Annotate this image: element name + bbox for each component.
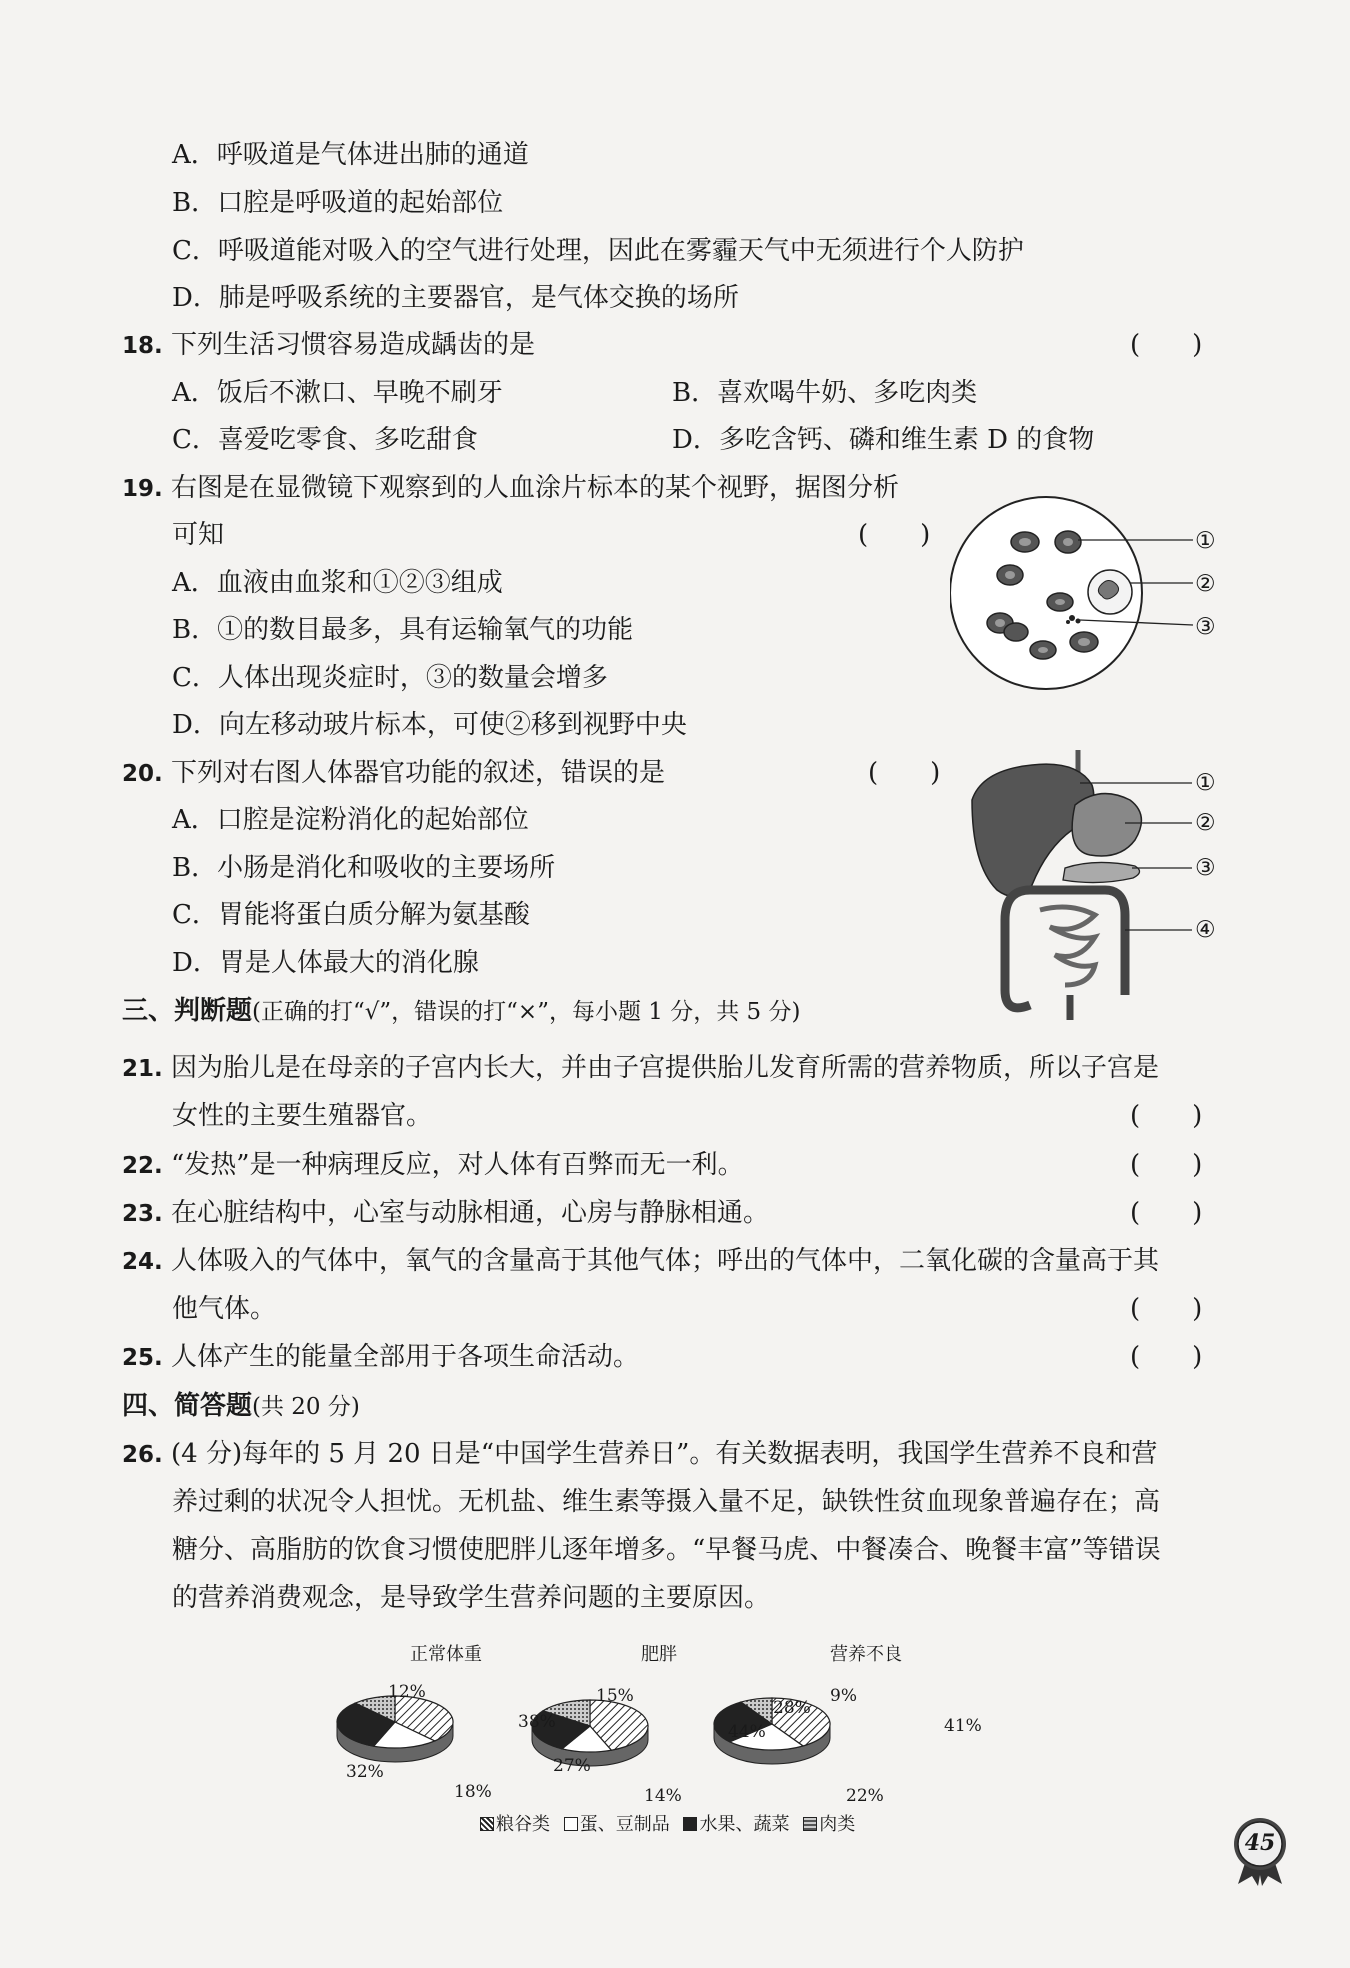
q21-line2: 女性的主要生殖器官。	[172, 1101, 433, 1131]
q18	[122, 328, 535, 363]
organ-label-1: ①	[1195, 770, 1216, 796]
q20-option-b: B．小肠是消化和吸收的主要场所	[172, 853, 556, 883]
chart-title-obese: 肥胖	[641, 1644, 677, 1665]
q23-answer-paren: ( )	[1130, 1198, 1203, 1228]
q24-line1: 人体吸入的气体中，氧气的含量高于其他气体；呼出的气体中，二氧化碳的含量高于其	[171, 1246, 1160, 1276]
q26-line1: (4 分)每年的 5 月 20 日是“中国学生营养日”。有关数据表明，我国学生营养不良和营	[171, 1439, 1158, 1469]
chart-title-malnourished: 营养不良	[830, 1644, 902, 1665]
red-blood-cell	[1004, 623, 1028, 641]
organ-label-4: ④	[1195, 917, 1216, 943]
pancreas	[1063, 862, 1140, 882]
chart-legend	[480, 1810, 855, 1836]
pct-label: 41%	[944, 1716, 982, 1736]
chart-title-normal: 正常体重	[410, 1644, 482, 1665]
legend-label: 肉类	[819, 1814, 856, 1835]
section-4-heading	[122, 1389, 360, 1424]
q25-answer-paren: ( )	[1130, 1342, 1203, 1372]
section-3-heading	[122, 994, 800, 1029]
q19-option-b: B．①的数目最多，具有运输氧气的功能	[172, 615, 634, 645]
section-3-title: 三、判断题	[122, 996, 253, 1026]
q19-answer-paren: ( )	[858, 520, 931, 550]
q23	[122, 1196, 769, 1231]
q24-answer-paren: ( )	[1130, 1294, 1203, 1324]
section-4-note: (共 20 分)	[252, 1394, 360, 1420]
q23-number: 23.	[122, 1201, 163, 1227]
q18-stem: 下列生活习惯容易造成龋齿的是	[171, 330, 536, 360]
q18-answer-paren: ( )	[1130, 330, 1203, 360]
legend-swatch-grain	[480, 1817, 494, 1831]
blood-smear-figure	[950, 490, 1230, 700]
q20-option-c: C．胃能将蛋白质分解为氨基酸	[172, 900, 530, 930]
q19-option-c: C．人体出现炎症时，③的数量会增多	[172, 663, 608, 693]
q20-stem: 下列对右图人体器官功能的叙述，错误的是	[171, 758, 666, 788]
q23-text: 在心脏结构中，心室与动脉相通，心房与静脉相通。	[171, 1198, 770, 1228]
pct-label: 27%	[553, 1756, 591, 1776]
q20-number: 20.	[122, 761, 163, 787]
q22-text: “发热”是一种病理反应，对人体有百弊而无一利。	[171, 1150, 744, 1180]
q19-stem: 右图是在显微镜下观察到的人血涂片标本的某个视野，据图分析	[171, 473, 900, 503]
legend-label: 蛋、豆制品	[579, 1814, 670, 1835]
stomach	[1072, 794, 1141, 856]
q20-option-a: A．口腔是淀粉消化的起始部位	[172, 805, 529, 835]
page-number: 45	[1244, 1830, 1276, 1856]
pct-label: 28%	[773, 1698, 811, 1718]
organ-label-3: ③	[1195, 855, 1216, 881]
q18-option-a: A．饭后不漱口、早晚不刷牙	[172, 378, 503, 408]
legend-label: 粮谷类	[496, 1814, 550, 1835]
q24-number: 24.	[122, 1249, 163, 1275]
legend-swatch-egg	[564, 1817, 578, 1831]
small-intestine	[1040, 907, 1095, 985]
q19-option-d: D．向左移动玻片标本，可使②移到视野中央	[172, 710, 687, 740]
organ-label-2: ②	[1195, 810, 1216, 836]
section-4-title: 四、简答题	[122, 1391, 253, 1421]
q18-option-c: C．喜爱吃零食、多吃甜食	[172, 425, 478, 455]
legend-label: 水果、蔬菜	[699, 1814, 790, 1835]
q21-line1: 因为胎儿是在母亲的子宫内长大，并由子宫提供胎儿发育所需的营养物质，所以子宫是	[171, 1053, 1160, 1083]
q18-option-b: B．喜欢喝牛奶、多吃肉类	[672, 378, 978, 408]
q26-line3: 糖分、高脂肪的饮食习惯使肥胖儿逐年增多。“早餐马虎、中餐凑合、晚餐丰富”等错误	[172, 1535, 1161, 1565]
blood-label-3: ③	[1195, 614, 1216, 640]
q19	[122, 471, 899, 506]
section-3-note: (正确的打“√”，错误的打“×”，每小题 1 分，共 5 分)	[252, 999, 801, 1025]
q26	[122, 1437, 1157, 1472]
pie-normal-weight	[337, 1696, 453, 1762]
q26-number: 26.	[122, 1442, 163, 1468]
digestive-system-figure	[960, 750, 1230, 1020]
white-blood-cell	[1088, 570, 1132, 614]
q19-number: 19.	[122, 476, 163, 502]
q25	[122, 1340, 639, 1375]
q18-number: 18.	[122, 333, 163, 359]
q22-answer-paren: ( )	[1130, 1150, 1203, 1180]
blood-label-1: ①	[1195, 528, 1216, 554]
pct-label: 14%	[644, 1786, 682, 1806]
q21	[122, 1051, 1159, 1086]
q18-option-d: D．多吃含钙、磷和维生素 D 的食物	[672, 425, 1095, 455]
q20-option-d: D．胃是人体最大的消化腺	[172, 948, 479, 978]
q25-text: 人体产生的能量全部用于各项生命活动。	[171, 1342, 640, 1372]
q20	[122, 756, 665, 791]
q17-option-a: A．呼吸道是气体进出肺的通道	[172, 140, 529, 170]
q22-number: 22.	[122, 1153, 163, 1179]
pct-label: 12%	[388, 1682, 426, 1702]
q24	[122, 1244, 1159, 1279]
q26-line4: 的营养消费观念，是导致学生营养问题的主要原因。	[172, 1583, 771, 1613]
q22	[122, 1148, 744, 1183]
q21-answer-paren: ( )	[1130, 1101, 1203, 1131]
q19-option-a: A．血液由血浆和①②③组成	[172, 568, 503, 598]
q21-number: 21.	[122, 1056, 163, 1082]
q20-answer-paren: ( )	[868, 758, 941, 788]
pct-label: 15%	[596, 1686, 634, 1706]
blood-label-2: ②	[1195, 571, 1216, 597]
legend-swatch-fruit	[683, 1817, 697, 1831]
pct-label: 9%	[830, 1686, 857, 1706]
pct-label: 32%	[346, 1762, 384, 1782]
large-intestine	[1005, 890, 1030, 1008]
q25-number: 25.	[122, 1345, 163, 1371]
q17-option-d: D．肺是呼吸系统的主要器官，是气体交换的场所	[172, 283, 739, 313]
pct-label: 44%	[728, 1722, 766, 1742]
q17-option-c: C．呼吸道能对吸入的空气进行处理，因此在雾霾天气中无须进行个人防护	[172, 236, 1024, 266]
legend-swatch-meat	[803, 1817, 817, 1831]
pct-label: 38%	[518, 1712, 556, 1732]
q24-line2: 他气体。	[172, 1294, 277, 1324]
pct-label: 18%	[454, 1782, 492, 1802]
q19-stem-cont: 可知	[172, 520, 225, 550]
q26-line2: 养过剩的状况令人担忧。无机盐、维生素等摄入量不足，缺铁性贫血现象普遍存在；高	[172, 1487, 1161, 1517]
q17-option-b: B．口腔是呼吸道的起始部位	[172, 188, 504, 218]
pct-label: 22%	[846, 1786, 884, 1806]
